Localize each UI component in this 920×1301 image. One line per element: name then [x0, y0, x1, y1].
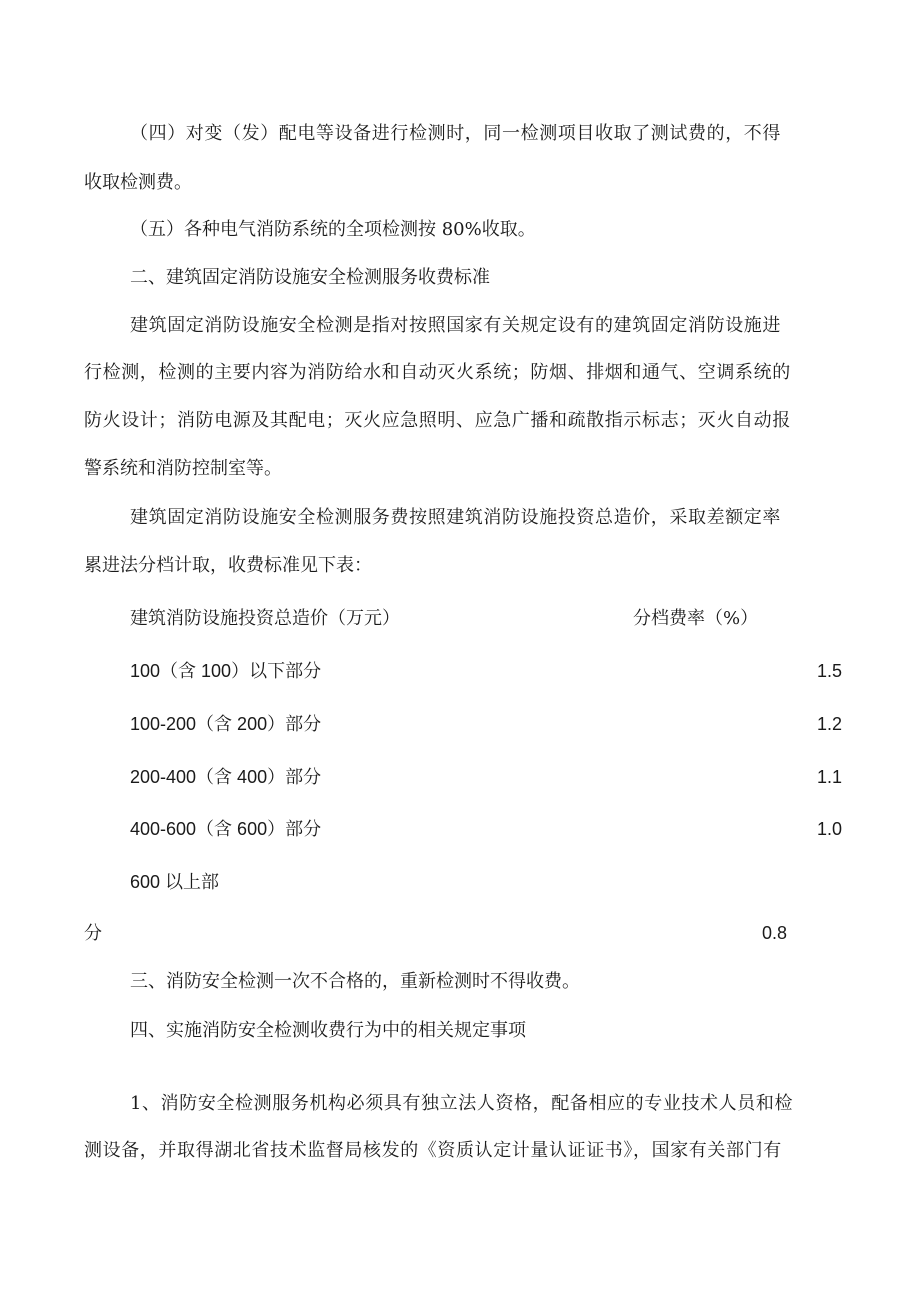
table-row [0, 656, 920, 686]
paragraph-line [0, 215, 920, 245]
text-line: 建筑固定消防设施安全检测服务费按照建筑消防设施投资总造价，采取差额定率 [130, 507, 781, 528]
section-heading [0, 967, 920, 997]
paragraph-line [0, 1136, 920, 1166]
text-line: 收取检测费。 [84, 172, 192, 193]
text-line: 1、消防安全检测服务机构必须具有独立法人资格，配备相应的专业技术人员和检 [130, 1093, 794, 1114]
rate-cell: 1.5 [816, 661, 842, 681]
header-rate: 分档费率（%） [633, 608, 759, 629]
rate-cell: 1.1 [816, 767, 842, 787]
range-cell: 200-400（含 400）部分 [130, 767, 322, 787]
paragraph-line [0, 406, 920, 436]
range-cell: 600 以上部 [130, 872, 220, 892]
text-line: 防火设计；消防电源及其配电；灭火应急照明、应急广播和疏散指示标志；灭火自动报 [84, 410, 791, 431]
text-line: 累进法分档计取，收费标准见下表： [84, 555, 372, 576]
paragraph-line [0, 168, 920, 198]
table-row [0, 867, 920, 897]
text-line: 建筑固定消防设施安全检测是指对按照国家有关规定设有的建筑固定消防设施进 [130, 315, 781, 336]
heading-3: 三、消防安全检测一次不合格的，重新检测时不得收费。 [130, 971, 580, 992]
rate-cell: 1.0 [816, 819, 842, 839]
table-row [0, 814, 920, 844]
table-row [0, 762, 920, 792]
range-cell: 100（含 100）以下部分 [130, 661, 322, 681]
section-heading [0, 1016, 920, 1046]
text-line: 警系统和消防控制室等。 [84, 458, 282, 479]
rate-cell: 1.2 [816, 714, 842, 734]
table-row [0, 918, 920, 948]
paragraph-line [0, 503, 920, 533]
header-investment: 建筑消防设施投资总造价（万元） [130, 608, 400, 629]
paragraph-line [0, 551, 920, 581]
paragraph-line [0, 1089, 920, 1119]
table-row [0, 709, 920, 739]
paragraph-line [0, 454, 920, 484]
text-line: 行检测，检测的主要内容为消防给水和自动灭火系统；防烟、排烟和通气、空调系统的 [84, 362, 791, 383]
heading-2: 二、建筑固定消防设施安全检测服务收费标准 [130, 267, 490, 288]
paragraph-line [0, 311, 920, 341]
text-line: 测设备，并取得湖北省技术监督局核发的《资质认定计量认证证书》，国家有关部门有 [84, 1140, 782, 1161]
heading-4: 四、实施消防安全检测收费行为中的相关规定事项 [130, 1020, 526, 1041]
section-heading [0, 263, 920, 293]
fee-table-header [0, 604, 920, 634]
rate-cell: 0.8 [762, 923, 788, 943]
text-line: （五）各种电气消防系统的全项检测按 80%收取。 [130, 219, 536, 240]
text-line: （四）对变（发）配电等设备进行检测时，同一检测项目收取了测试费的，不得 [130, 123, 781, 144]
paragraph-line [0, 358, 920, 388]
range-cell: 400-600（含 600）部分 [130, 819, 322, 839]
range-cell: 100-200（含 200）部分 [130, 714, 322, 734]
paragraph-line [0, 119, 920, 149]
range-cell-continued: 分 [84, 923, 102, 943]
